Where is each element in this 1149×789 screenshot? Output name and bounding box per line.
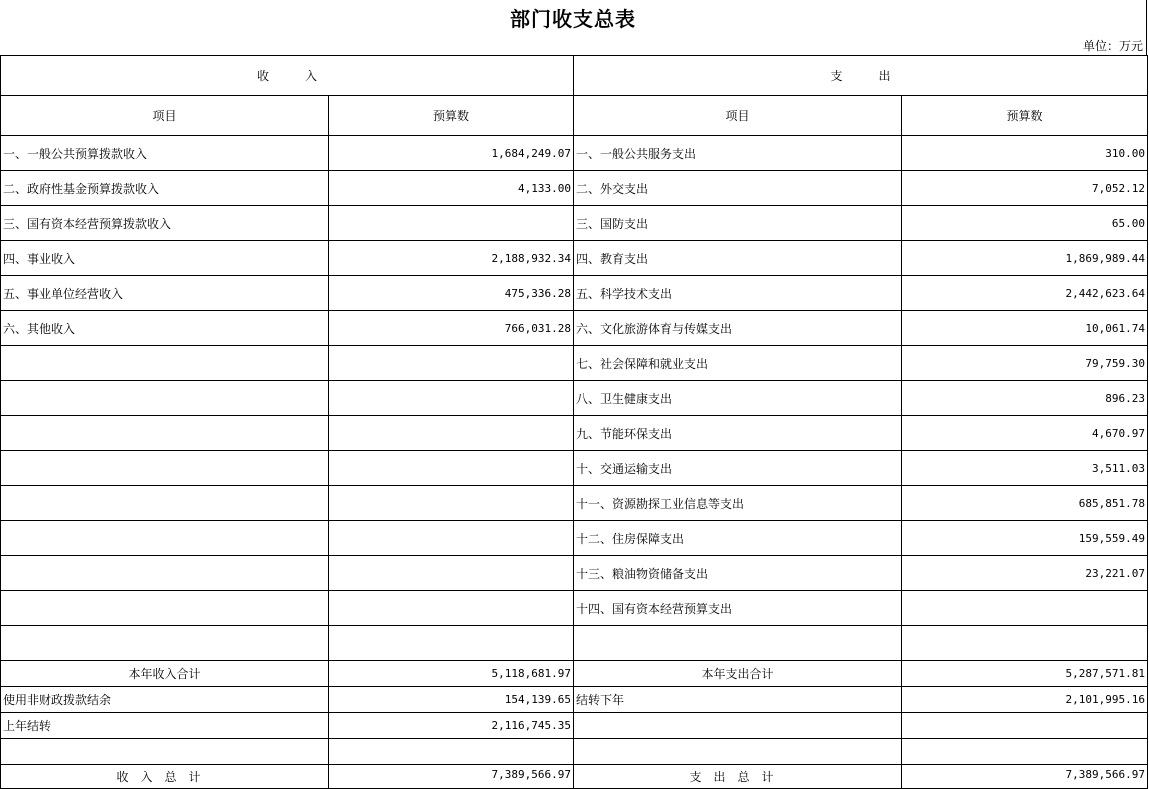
expense-item-cell: 结转下年 — [574, 687, 902, 713]
expense-value-cell — [902, 591, 1148, 626]
income-item-cell: 四、事业收入 — [1, 241, 329, 276]
income-budget-header: 预算数 — [329, 96, 574, 136]
table-row — [1, 171, 1148, 206]
table-row — [1, 311, 1148, 346]
expense-value-cell: 1,869,989.44 — [902, 241, 1148, 276]
income-value-cell — [329, 556, 574, 591]
expense-item-cell: 十二、住房保障支出 — [574, 521, 902, 556]
income-item-cell: 二、政府性基金预算拨款收入 — [1, 171, 329, 206]
income-item-cell: 六、其他收入 — [1, 311, 329, 346]
group-header-row — [1, 56, 1148, 96]
expense-value-cell: 3,511.03 — [902, 451, 1148, 486]
income-value-cell: 4,133.00 — [329, 171, 574, 206]
income-value-cell: 154,139.65 — [329, 687, 574, 713]
table-row — [1, 136, 1148, 171]
expense-group-header: 支 出 — [574, 56, 1148, 96]
income-value-cell — [329, 451, 574, 486]
expense-value-cell: 7,052.12 — [902, 171, 1148, 206]
expense-total-label: 支出总计 — [574, 765, 902, 789]
expense-subtotal-label: 本年支出合计 — [574, 661, 902, 687]
expense-item-cell: 八、卫生健康支出 — [574, 381, 902, 416]
income-item-header: 项目 — [1, 96, 329, 136]
table-row — [1, 381, 1148, 416]
table-row — [1, 241, 1148, 276]
income-value-cell — [329, 626, 574, 661]
expense-item-cell: 四、教育支出 — [574, 241, 902, 276]
income-value-cell — [329, 521, 574, 556]
table-row — [1, 687, 1148, 713]
expense-value-cell: 159,559.49 — [902, 521, 1148, 556]
expense-value-cell: 79,759.30 — [902, 346, 1148, 381]
expense-value-cell — [902, 713, 1148, 739]
income-value-cell: 2,116,745.35 — [329, 713, 574, 739]
income-value-cell — [329, 591, 574, 626]
income-item-cell — [1, 381, 329, 416]
income-item-cell — [1, 626, 329, 661]
expense-budget-header: 预算数 — [902, 96, 1148, 136]
expense-value-cell: 2,101,995.16 — [902, 687, 1148, 713]
income-item-cell — [1, 451, 329, 486]
expense-item-cell — [574, 626, 902, 661]
column-header-row — [1, 96, 1148, 136]
income-value-cell — [329, 416, 574, 451]
expense-item-header: 项目 — [574, 96, 902, 136]
right-border-line — [1146, 0, 1147, 55]
expense-subtotal-value: 5,287,571.81 — [902, 661, 1148, 687]
income-item-cell: 三、国有资本经营预算拨款收入 — [1, 206, 329, 241]
expense-item-cell: 七、社会保障和就业支出 — [574, 346, 902, 381]
table-row — [1, 521, 1148, 556]
expense-item-cell: 五、科学技术支出 — [574, 276, 902, 311]
budget-table — [0, 55, 1148, 789]
subtotal-row — [1, 661, 1148, 687]
table-row — [1, 206, 1148, 241]
expense-item-cell: 十一、资源勘探工业信息等支出 — [574, 486, 902, 521]
expense-value-cell: 23,221.07 — [902, 556, 1148, 591]
income-value-cell: 1,684,249.07 — [329, 136, 574, 171]
income-group-header: 收 入 — [1, 56, 574, 96]
income-value-cell — [329, 381, 574, 416]
page-title: 部门收支总表 — [510, 7, 636, 31]
income-value-cell: 2,188,932.34 — [329, 241, 574, 276]
income-value-cell — [329, 346, 574, 381]
expense-value-cell — [902, 626, 1148, 661]
income-total-label: 收入总计 — [1, 765, 329, 789]
expense-item-cell — [574, 739, 902, 765]
table-row — [1, 739, 1148, 765]
expense-total-value: 7,389,566.97 — [902, 765, 1148, 789]
table-row — [1, 556, 1148, 591]
table-row — [1, 591, 1148, 626]
table-row — [1, 451, 1148, 486]
expense-item-cell: 六、文化旅游体育与传媒支出 — [574, 311, 902, 346]
expense-value-cell: 685,851.78 — [902, 486, 1148, 521]
expense-value-cell — [902, 739, 1148, 765]
table-row — [1, 486, 1148, 521]
expense-item-cell: 十四、国有资本经营预算支出 — [574, 591, 902, 626]
income-value-cell — [329, 739, 574, 765]
income-item-cell — [1, 556, 329, 591]
income-total-value: 7,389,566.97 — [329, 765, 574, 789]
expense-item-cell: 十、交通运输支出 — [574, 451, 902, 486]
income-item-cell: 上年结转 — [1, 713, 329, 739]
expense-item-cell: 三、国防支出 — [574, 206, 902, 241]
expense-value-cell: 10,061.74 — [902, 311, 1148, 346]
income-item-cell — [1, 346, 329, 381]
income-value-cell — [329, 206, 574, 241]
expense-value-cell: 2,442,623.64 — [902, 276, 1148, 311]
expense-item-cell: 九、节能环保支出 — [574, 416, 902, 451]
table-row — [1, 713, 1148, 739]
total-row — [1, 765, 1148, 789]
table-row — [1, 346, 1148, 381]
expense-value-cell: 4,670.97 — [902, 416, 1148, 451]
table-row — [1, 416, 1148, 451]
income-item-cell — [1, 739, 329, 765]
table-row — [1, 626, 1148, 661]
table-row — [1, 276, 1148, 311]
unit-label: 单位：万元 — [1082, 39, 1143, 53]
income-item-cell: 五、事业单位经营收入 — [1, 276, 329, 311]
expense-item-cell: 十三、粮油物资储备支出 — [574, 556, 902, 591]
expense-value-cell: 896.23 — [902, 381, 1148, 416]
income-value-cell: 475,336.28 — [329, 276, 574, 311]
expense-item-cell: 二、外交支出 — [574, 171, 902, 206]
income-subtotal-label: 本年收入合计 — [1, 661, 329, 687]
income-value-cell: 766,031.28 — [329, 311, 574, 346]
expense-value-cell: 65.00 — [902, 206, 1148, 241]
expense-item-cell — [574, 713, 902, 739]
income-subtotal-value: 5,118,681.97 — [329, 661, 574, 687]
income-item-cell — [1, 591, 329, 626]
income-item-cell — [1, 521, 329, 556]
expense-item-cell: 一、一般公共服务支出 — [574, 136, 902, 171]
income-item-cell — [1, 416, 329, 451]
income-value-cell — [329, 486, 574, 521]
expense-value-cell: 310.00 — [902, 136, 1148, 171]
income-item-cell — [1, 486, 329, 521]
income-item-cell: 使用非财政拨款结余 — [1, 687, 329, 713]
income-item-cell: 一、一般公共预算拨款收入 — [1, 136, 329, 171]
